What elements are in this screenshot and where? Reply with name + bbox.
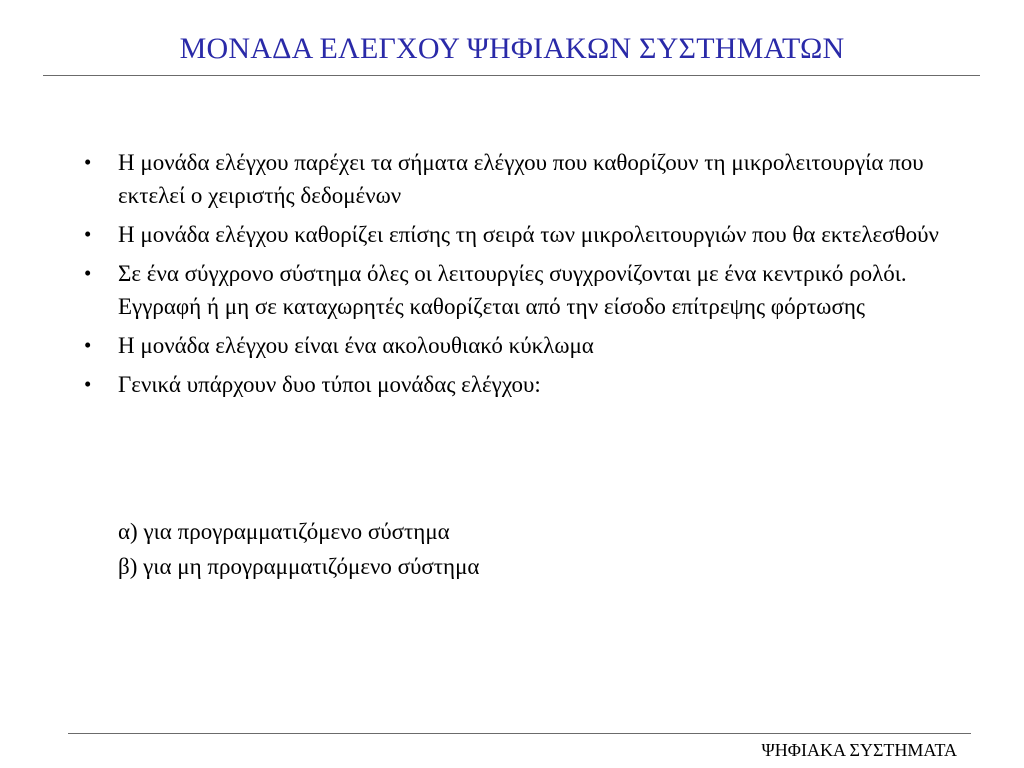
bullet-dot-icon: • (84, 372, 92, 396)
bullet-item (84, 368, 964, 401)
footer-label: ΨΗΦΙΑΚΑ ΣΥΣΤΗΜΑΤΑ (761, 740, 957, 760)
bullet-dot-icon: • (84, 333, 92, 357)
bullet-dot-icon: • (84, 261, 92, 285)
footer-divider (68, 733, 971, 734)
bullet-item (84, 146, 964, 212)
bullet-dot-icon: • (84, 222, 92, 246)
title-divider (43, 75, 980, 76)
sub-list (118, 515, 938, 585)
bullet-text: Η μονάδα ελέγχου παρέχει τα σήματα ελέγχου που καθορίζουν τη μικρολειτουργία που εκτελεί ο χειριστής δεδομένων (118, 150, 924, 208)
bullet-item (84, 257, 964, 323)
bullet-list (84, 146, 964, 401)
sub-item-non-programmable: β) για μη προγραμματιζόμενο σύστημα (118, 554, 480, 579)
bullet-item (84, 218, 964, 251)
sub-item-programmable: α) για προγραμματιζόμενο σύστημα (118, 519, 450, 544)
bullet-dot-icon: • (84, 150, 92, 174)
slide-title: ΜΟΝΑΔΑ ΕΛΕΓΧΟΥ ΨΗΦΙΑΚΩΝ ΣΥΣΤΗΜΑΤΩΝ (179, 32, 845, 65)
bullet-text: Η μονάδα ελέγχου καθορίζει επίσης τη σειρά των μικρολειτουργιών που θα εκτελεσθούν (118, 222, 939, 247)
bullet-text: Γενικά υπάρχουν δυο τύποι μονάδας ελέγχου: (118, 372, 541, 397)
bullet-item (84, 329, 964, 362)
bullet-text: Η μονάδα ελέγχου είναι ένα ακολουθιακό κύκλωμα (118, 333, 594, 358)
bullet-text: Σε ένα σύγχρονο σύστημα όλες οι λειτουργίες συγχρονίζονται με ένα κεντρικό ρολόι. Εγγραφή ή μη σε καταχωρητές καθορίζεται από την είσοδο επίτρεψης φόρτωσης (118, 261, 907, 319)
